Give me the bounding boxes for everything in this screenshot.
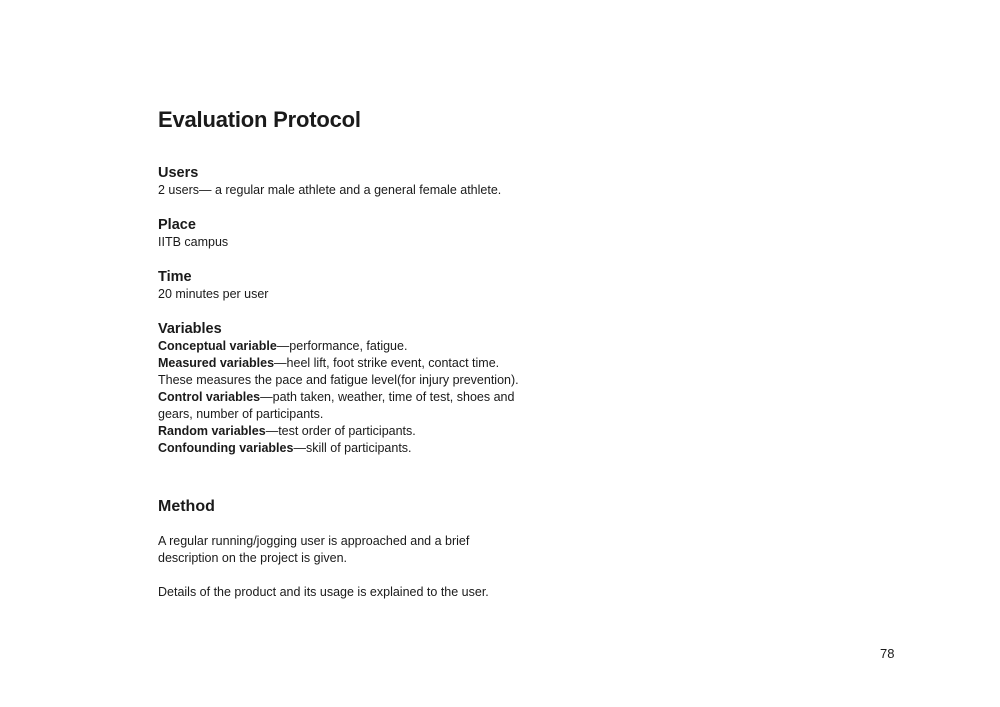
variable-term: Measured variables <box>158 356 275 370</box>
method-heading: Method <box>158 498 215 515</box>
variable-item <box>158 423 528 440</box>
variables-heading: Variables <box>158 321 222 337</box>
time-section <box>158 268 528 303</box>
time-text: 20 minutes per user <box>158 287 269 301</box>
variable-item <box>158 389 528 423</box>
method-section <box>158 497 528 601</box>
variable-term: Control variables <box>158 390 261 404</box>
place-heading: Place <box>158 217 196 233</box>
variable-desc: —skill of participants. <box>293 441 412 455</box>
variable-term: Confounding variables <box>158 441 294 455</box>
variable-term: Random variables <box>158 424 266 438</box>
page-content <box>158 106 528 601</box>
users-heading: Users <box>158 165 199 181</box>
page-number: 78 <box>880 646 895 661</box>
variable-term: Conceptual variable <box>158 339 277 353</box>
place-text: IITB campus <box>158 235 229 249</box>
variable-desc: —path taken, weather, time of test, shoes and gears, number of participants. <box>158 390 515 421</box>
place-section <box>158 216 528 251</box>
variable-item <box>158 355 528 389</box>
users-text: 2 users— a regular male athlete and a general female athlete. <box>158 183 502 197</box>
variable-item <box>158 440 528 457</box>
variables-section <box>158 320 528 457</box>
users-section <box>158 164 528 199</box>
method-paragraph: A regular running/jogging user is approached and a brief description on the project is given. <box>158 534 470 565</box>
page-title: Evaluation Protocol <box>158 107 361 132</box>
time-heading: Time <box>158 269 192 285</box>
variable-desc: —heel lift, foot strike event, contact time. These measures the pace and fatigue level(for injury prevention). <box>158 356 519 387</box>
method-paragraph: Details of the product and its usage is explained to the user. <box>158 585 489 599</box>
variable-desc: —test order of participants. <box>265 424 416 438</box>
variable-desc: —performance, fatigue. <box>276 339 408 353</box>
variable-item <box>158 338 528 355</box>
